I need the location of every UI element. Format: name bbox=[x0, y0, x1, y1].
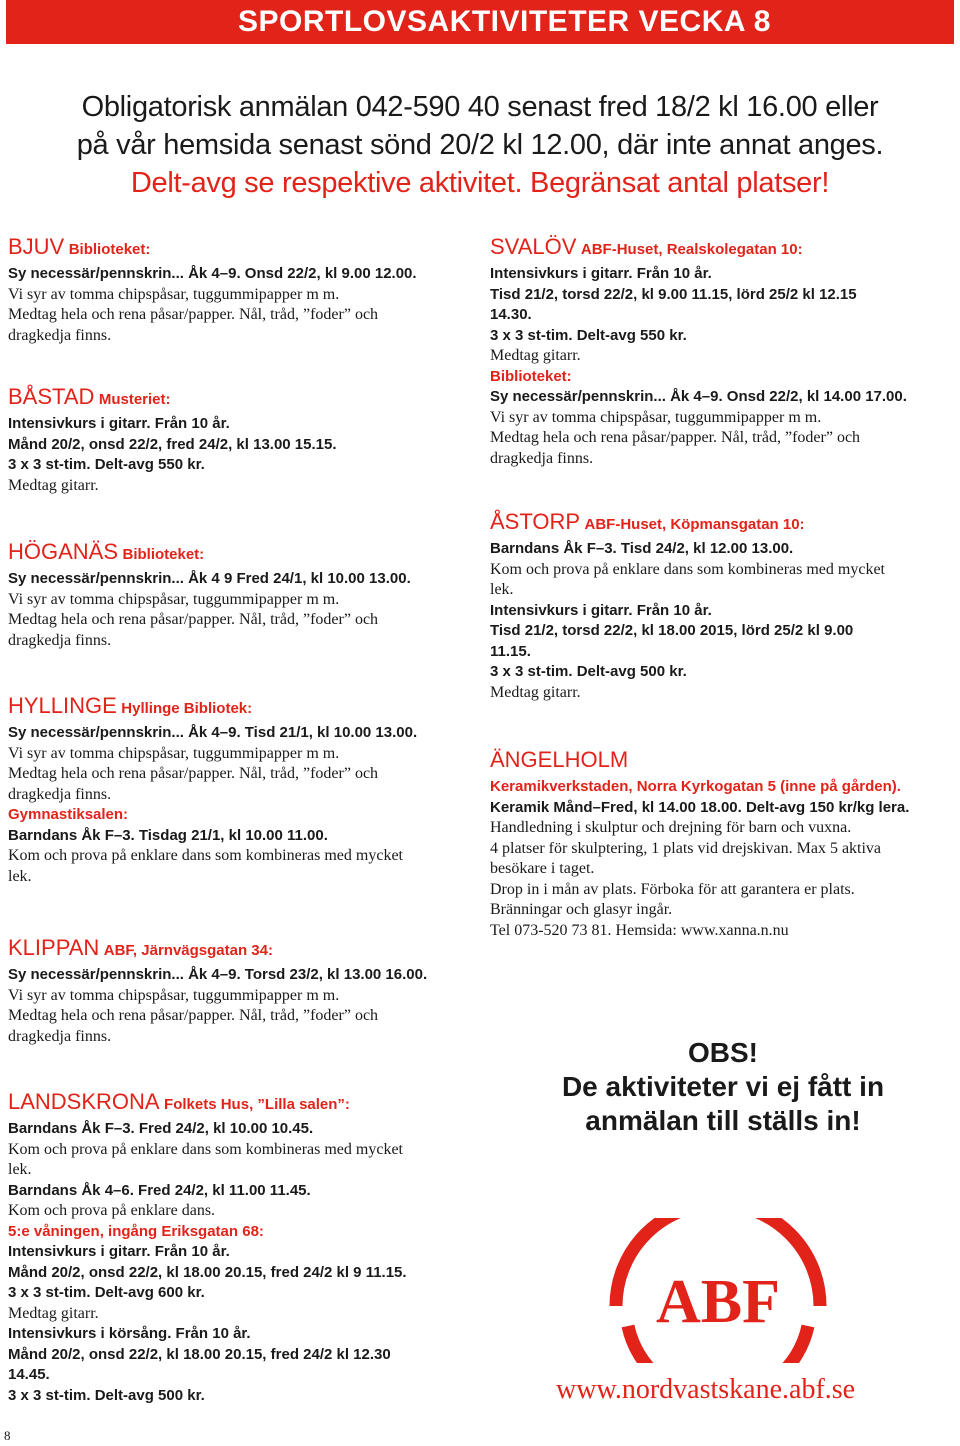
section-body bbox=[490, 264, 907, 469]
activity-line: Månd 20/2, onsd 22/2, kl 18.00 20.15, fred 24/2 kl 12.30 bbox=[8, 1345, 391, 1363]
section-klippan bbox=[8, 934, 427, 1047]
intro-text: Obligatorisk anmälan 042-590 40 senast fred 18/2 kl 16.00 eller bbox=[81, 91, 879, 123]
city-name: KLIPPAN bbox=[8, 935, 100, 960]
activity-line: Medtag gitarr. bbox=[490, 683, 581, 701]
activity-line: Intensivkurs i gitarr. Från 10 år. bbox=[490, 265, 712, 282]
city-name: HYLLINGE bbox=[8, 693, 117, 718]
activity-line: Keramik Månd–Fred, kl 14.00 18.00. Delt-avg 150 kr/kg lera. bbox=[490, 798, 910, 816]
activity-line: Sy necessär/pennskrin... Åk 4–9. Onsd 22/2, kl 14.00 17.00. bbox=[490, 388, 907, 405]
activity-line: 3 x 3 st-tim. Delt-avg 500 kr. bbox=[490, 663, 687, 680]
intro-line-1 bbox=[0, 88, 960, 126]
obs-title: OBS! bbox=[688, 1037, 758, 1068]
activity-line: Kom och prova på enklare dans som kombineras med mycket bbox=[8, 847, 403, 864]
intro-text: på vår hemsida senast sönd 20/2 kl 12.00, där inte annat anges. bbox=[76, 129, 884, 161]
section-angelholm bbox=[490, 746, 909, 941]
intro-line-3 bbox=[0, 164, 960, 202]
section-body bbox=[8, 965, 427, 1047]
activity-line: Intensivkurs i gitarr. Från 10 år. bbox=[8, 415, 230, 432]
section-body bbox=[490, 777, 909, 941]
abf-logo bbox=[598, 1218, 838, 1363]
section-astorp bbox=[490, 508, 885, 703]
section-body bbox=[8, 723, 417, 887]
activity-line: Vi syr av tomma chipspåsar, tuggummipapper m m. bbox=[8, 986, 340, 1004]
obs-notice bbox=[518, 1036, 928, 1138]
activity-line: Handledning i skulptur och drejning för barn och vuxna. bbox=[490, 819, 852, 836]
section-heading bbox=[8, 692, 417, 723]
activity-line: Medtag hela och rena påsar/papper. Nål, tråd, ”foder” och bbox=[8, 306, 379, 323]
city-name: BÅSTAD bbox=[8, 384, 95, 409]
activity-line: 3 x 3 st-tim. Delt-avg 550 kr. bbox=[8, 456, 205, 473]
activity-line: 14.45. bbox=[8, 1366, 50, 1383]
activity-line: Sy necessär/pennskrin... Åk 4–9. Tisd 21/1, kl 10.00 13.00. bbox=[8, 724, 418, 741]
section-heading bbox=[490, 746, 909, 777]
sub-venue: Gymnastiksalen: bbox=[8, 806, 129, 823]
activity-line: Sy necessär/pennskrin... Åk 4–9. Onsd 22/2, kl 9.00 12.00. bbox=[8, 265, 417, 282]
section-body bbox=[8, 264, 417, 346]
section-heading bbox=[8, 383, 337, 414]
section-bjuv bbox=[8, 233, 417, 346]
activity-line: Månd 20/2, onsd 22/2, fred 24/2, kl 13.00 15.15. bbox=[8, 435, 337, 453]
section-bastad bbox=[8, 383, 337, 496]
sub-venue: 5:e våningen, ingång Eriksgatan 68: bbox=[8, 1222, 264, 1240]
activity-line: Månd 20/2, onsd 22/2, kl 18.00 20.15, fred 24/2 kl 9 11.15. bbox=[8, 1263, 407, 1281]
sub-venue: Biblioteket: bbox=[490, 367, 572, 385]
venue-name: Hyllinge Bibliotek: bbox=[121, 700, 253, 717]
activity-line: Medtag hela och rena påsar/papper. Nål, tråd, ”foder” och bbox=[8, 1007, 379, 1024]
activity-line: Sy necessär/pennskrin... Åk 4 9 Fred 24/1, kl 10.00 13.00. bbox=[8, 570, 411, 587]
activity-line: lek. bbox=[8, 1161, 32, 1178]
section-hoganas bbox=[8, 538, 411, 651]
activity-line: Vi syr av tomma chipspåsar, tuggummipapper m m. bbox=[8, 744, 340, 762]
city-name: ÄNGELHOLM bbox=[490, 747, 629, 772]
section-heading bbox=[8, 233, 417, 264]
activity-line: 3 x 3 st-tim. Delt-avg 600 kr. bbox=[8, 1284, 205, 1301]
section-heading bbox=[8, 538, 411, 569]
activity-line: Barndans Åk F–3. Tisd 24/2, kl 12.00 13.00. bbox=[490, 540, 794, 557]
activity-line: Medtag gitarr. bbox=[490, 347, 581, 364]
venue-name: Musteriet: bbox=[98, 391, 171, 408]
section-body bbox=[8, 1119, 407, 1406]
page-banner: SPORTLOVSAKTIVITETER VECKA 8 bbox=[6, 0, 954, 44]
activity-line: Barndans Åk F–3. Fred 24/2, kl 10.00 10.45. bbox=[8, 1120, 314, 1137]
sub-venue: Keramikverkstaden, Norra Kyrkogatan 5 (inne på gården). bbox=[490, 778, 901, 795]
page-number: 8 bbox=[4, 1428, 11, 1443]
activity-line: Tisd 21/2, torsd 22/2, kl 18.00 2015, lörd 25/2 kl 9.00 bbox=[490, 622, 854, 639]
obs-text: anmälan till ställs in! bbox=[585, 1105, 861, 1136]
obs-text: De aktiviteter vi ej fått in bbox=[561, 1071, 885, 1102]
venue-name: ABF-Huset, Köpmansgatan 10: bbox=[584, 516, 805, 533]
activity-line: Barndans Åk 4–6. Fred 24/2, kl 11.00 11.45. bbox=[8, 1181, 311, 1199]
section-body bbox=[8, 414, 337, 496]
activity-line: dragkedja finns. bbox=[8, 1027, 112, 1045]
activity-line: Medtag hela och rena påsar/papper. Nål, tråd, ”foder” och bbox=[490, 429, 861, 446]
activity-line: Kom och prova på enklare dans som kombineras med mycket bbox=[8, 1140, 403, 1158]
activity-line: lek. bbox=[8, 867, 32, 885]
activity-line: dragkedja finns. bbox=[8, 785, 112, 803]
activity-line: 3 x 3 st-tim. Delt-avg 550 kr. bbox=[490, 326, 687, 344]
activity-line: Drop in i mån av plats. Förboka för att garantera er plats. bbox=[490, 880, 855, 898]
activity-line: besökare i taget. bbox=[490, 860, 595, 877]
abf-logo-text: ABF bbox=[656, 1268, 780, 1336]
activity-line: Medtag gitarr. bbox=[8, 1304, 99, 1322]
activity-line: Tel 073-520 73 81. Hemsida: www.xanna.n.nu bbox=[490, 921, 789, 939]
activity-line: Vi syr av tomma chipspåsar, tuggummipapper m m. bbox=[8, 590, 340, 608]
activity-line: Medtag gitarr. bbox=[8, 476, 99, 494]
activity-line: dragkedja finns. bbox=[490, 449, 594, 467]
section-hyllinge bbox=[8, 692, 417, 887]
activity-line: Tisd 21/2, torsd 22/2, kl 9.00 11.15, lörd 25/2 kl 12.15 bbox=[490, 285, 857, 303]
section-heading bbox=[490, 233, 907, 264]
city-name: BJUV bbox=[8, 234, 65, 259]
venue-name: ABF-Huset, Realskolegatan 10: bbox=[580, 241, 803, 258]
intro-text: Delt-avg se respektive aktivitet. Begränsat antal platser! bbox=[130, 167, 830, 199]
venue-name: Biblioteket: bbox=[122, 546, 205, 563]
activity-line: Barndans Åk F–3. Tisdag 21/1, kl 10.00 11.00. bbox=[8, 826, 328, 844]
activity-line: 3 x 3 st-tim. Delt-avg 500 kr. bbox=[8, 1386, 205, 1404]
section-landskrona bbox=[8, 1088, 407, 1406]
activity-line: 14.30. bbox=[490, 306, 532, 323]
activity-line: dragkedja finns. bbox=[8, 326, 112, 344]
venue-name: ABF, Järnvägsgatan 34: bbox=[103, 942, 273, 959]
city-name: LANDSKRONA bbox=[8, 1089, 160, 1114]
section-heading bbox=[8, 1088, 407, 1119]
venue-name: Folkets Hus, ”Lilla salen”: bbox=[164, 1096, 350, 1113]
section-heading bbox=[8, 934, 427, 965]
city-name: HÖGANÄS bbox=[8, 539, 119, 564]
activity-line: dragkedja finns. bbox=[8, 631, 112, 649]
activity-line: Vi syr av tomma chipspåsar, tuggummipapper m m. bbox=[490, 408, 822, 426]
activity-line: Medtag hela och rena påsar/papper. Nål, tråd, ”foder” och bbox=[8, 765, 379, 782]
section-body bbox=[490, 539, 885, 703]
venue-name: Biblioteket: bbox=[68, 241, 151, 258]
activity-line: 11.15. bbox=[490, 642, 531, 660]
activity-line: Intensivkurs i gitarr. Från 10 år. bbox=[490, 601, 712, 619]
activity-line: Vi syr av tomma chipspåsar, tuggummipapper m m. bbox=[8, 285, 340, 303]
activity-line: Intensivkurs i körsång. Från 10 år. bbox=[8, 1325, 251, 1342]
activity-line: Kom och prova på enklare dans. bbox=[8, 1202, 216, 1219]
city-name: SVALÖV bbox=[490, 234, 577, 259]
activity-line: lek. bbox=[490, 581, 514, 598]
section-svalov bbox=[490, 233, 907, 469]
activity-line: 4 platser för skulptering, 1 plats vid drejskivan. Max 5 aktiva bbox=[490, 839, 882, 857]
activity-line: Medtag hela och rena påsar/papper. Nål, tråd, ”foder” och bbox=[8, 611, 379, 628]
activity-line: Intensivkurs i gitarr. Från 10 år. bbox=[8, 1243, 230, 1260]
section-body bbox=[8, 569, 411, 651]
intro-line-2 bbox=[0, 126, 960, 164]
section-heading bbox=[490, 508, 885, 539]
website-link[interactable]: www.nordvastskane.abf.se bbox=[556, 1374, 856, 1405]
activity-line: Sy necessär/pennskrin... Åk 4–9. Torsd 23/2, kl 13.00 16.00. bbox=[8, 966, 428, 983]
activity-line: Bränningar och glasyr ingår. bbox=[490, 901, 673, 918]
activity-line: Kom och prova på enklare dans som kombineras med mycket bbox=[490, 560, 885, 578]
city-name: ÅSTORP bbox=[490, 509, 581, 534]
